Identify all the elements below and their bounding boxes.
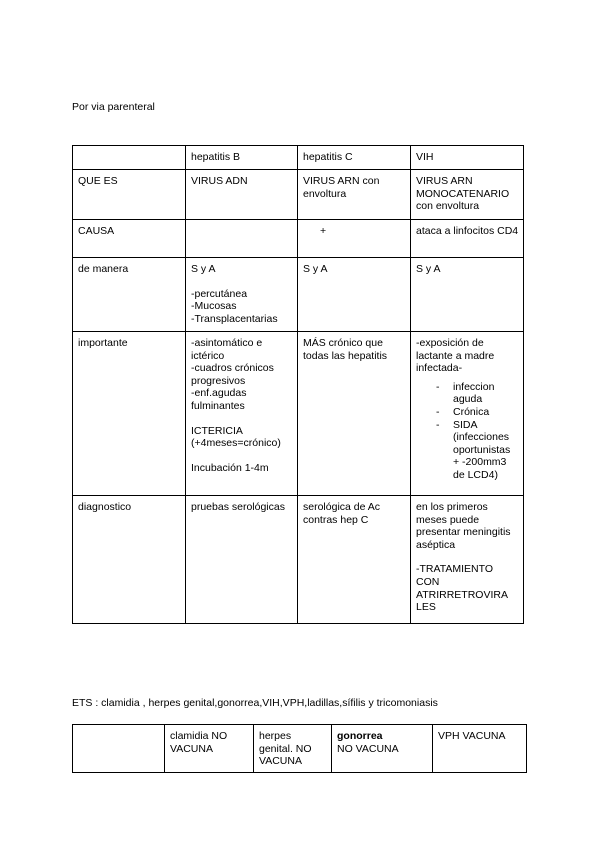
row-label-causa: CAUSA [73,220,186,258]
ets-cell-vph: VPH VACUNA [433,725,527,773]
cell-importante-hepatitis-b [186,332,298,496]
ets-cell-empty [73,725,165,773]
list-item: - Crónica [436,406,519,419]
ets-gonorrea-vacuna: NO VACUNA [337,742,399,755]
ets-cell-clamidia: clamidia NO VACUNA [165,725,254,773]
importante-vih-intro: -exposición de lactante a madre infectada- [416,337,495,375]
cell-causa-hepatitis-c: + [298,220,411,258]
row-label-de-manera: de manera [73,258,186,332]
header-cell-empty [73,146,186,170]
section-heading-ets: ETS : clamidia , herpes genital,gonorrea,VIH,VPH,ladillas,sífilis y tricomoniasis [72,697,438,709]
list-item: - infeccion aguda [436,381,519,406]
table-row-importante [73,332,524,496]
cell-importante-vih [411,332,524,496]
cell-que-es-hepatitis-c: VIRUS ARN con envoltura [298,170,411,220]
cell-que-es-hepatitis-b: VIRUS ADN [186,170,298,220]
diagnostico-vih-tratamiento: -TRATAMIENTO CON ATRIRRETROVIRA LES [416,563,508,614]
ets-cell-herpes: herpes genital. NO VACUNA [254,725,332,773]
cell-de-manera-hepatitis-c: S y A [298,258,411,332]
list-item: - SIDA (infecciones oportunistas + -200mm3 de LCD4) [436,419,519,482]
row-label-importante: importante [73,332,186,496]
cell-de-manera-hepatitis-b [186,258,298,332]
cell-diagnostico-hepatitis-c: serológica de Ac contras hep C [298,496,411,624]
cell-causa-vih: ataca a linfocitos CD4 [411,220,524,258]
cell-importante-hepatitis-c: MÁS crónico que todas las hepatitis [298,332,411,496]
header-cell-vih: VIH [411,146,524,170]
ets-cell-gonorrea [332,725,433,773]
diagnostico-vih-meningitis: en los primeros meses puede presentar meningitis aséptica [416,501,511,551]
importante-hepb-incubacion: Incubación 1-4m [191,461,269,474]
table-row [73,725,527,773]
importante-hepb-ictericia: ICTERICIA (+4meses=crónico) [191,424,281,450]
ets-gonorrea-title: gonorrea [337,730,383,742]
cell-diagnostico-vih [411,496,524,624]
cell-que-es-vih: VIRUS ARN MONOCATENARIO con envoltura [411,170,524,220]
table-row-que-es [73,170,524,220]
table-row-causa [73,220,524,258]
ets-table [72,724,527,773]
header-cell-hepatitis-b: hepatitis B [186,146,298,170]
parenteral-table [72,145,524,624]
manera-hepb-sya: S y A [191,263,216,275]
cell-causa-hepatitis-b [186,220,298,258]
importante-vih-list [416,381,519,482]
table-row-de-manera [73,258,524,332]
table-header-row [73,146,524,170]
row-label-diagnostico: diagnostico [73,496,186,624]
table-row-diagnostico [73,496,524,624]
row-label-que-es: QUE ES [73,170,186,220]
section-heading-parenteral: Por via parenteral [72,101,155,113]
cell-diagnostico-hepatitis-b: pruebas serológicas [186,496,298,624]
manera-hepb-vias: -percutánea -Mucosas -Transplacentarias [191,287,278,325]
cell-de-manera-vih: S y A [411,258,524,332]
header-cell-hepatitis-c: hepatitis C [298,146,411,170]
importante-hepb-sintomas: -asintomático e ictérico -cuadros crónicos progresivos -enf.agudas fulminantes [191,337,274,412]
